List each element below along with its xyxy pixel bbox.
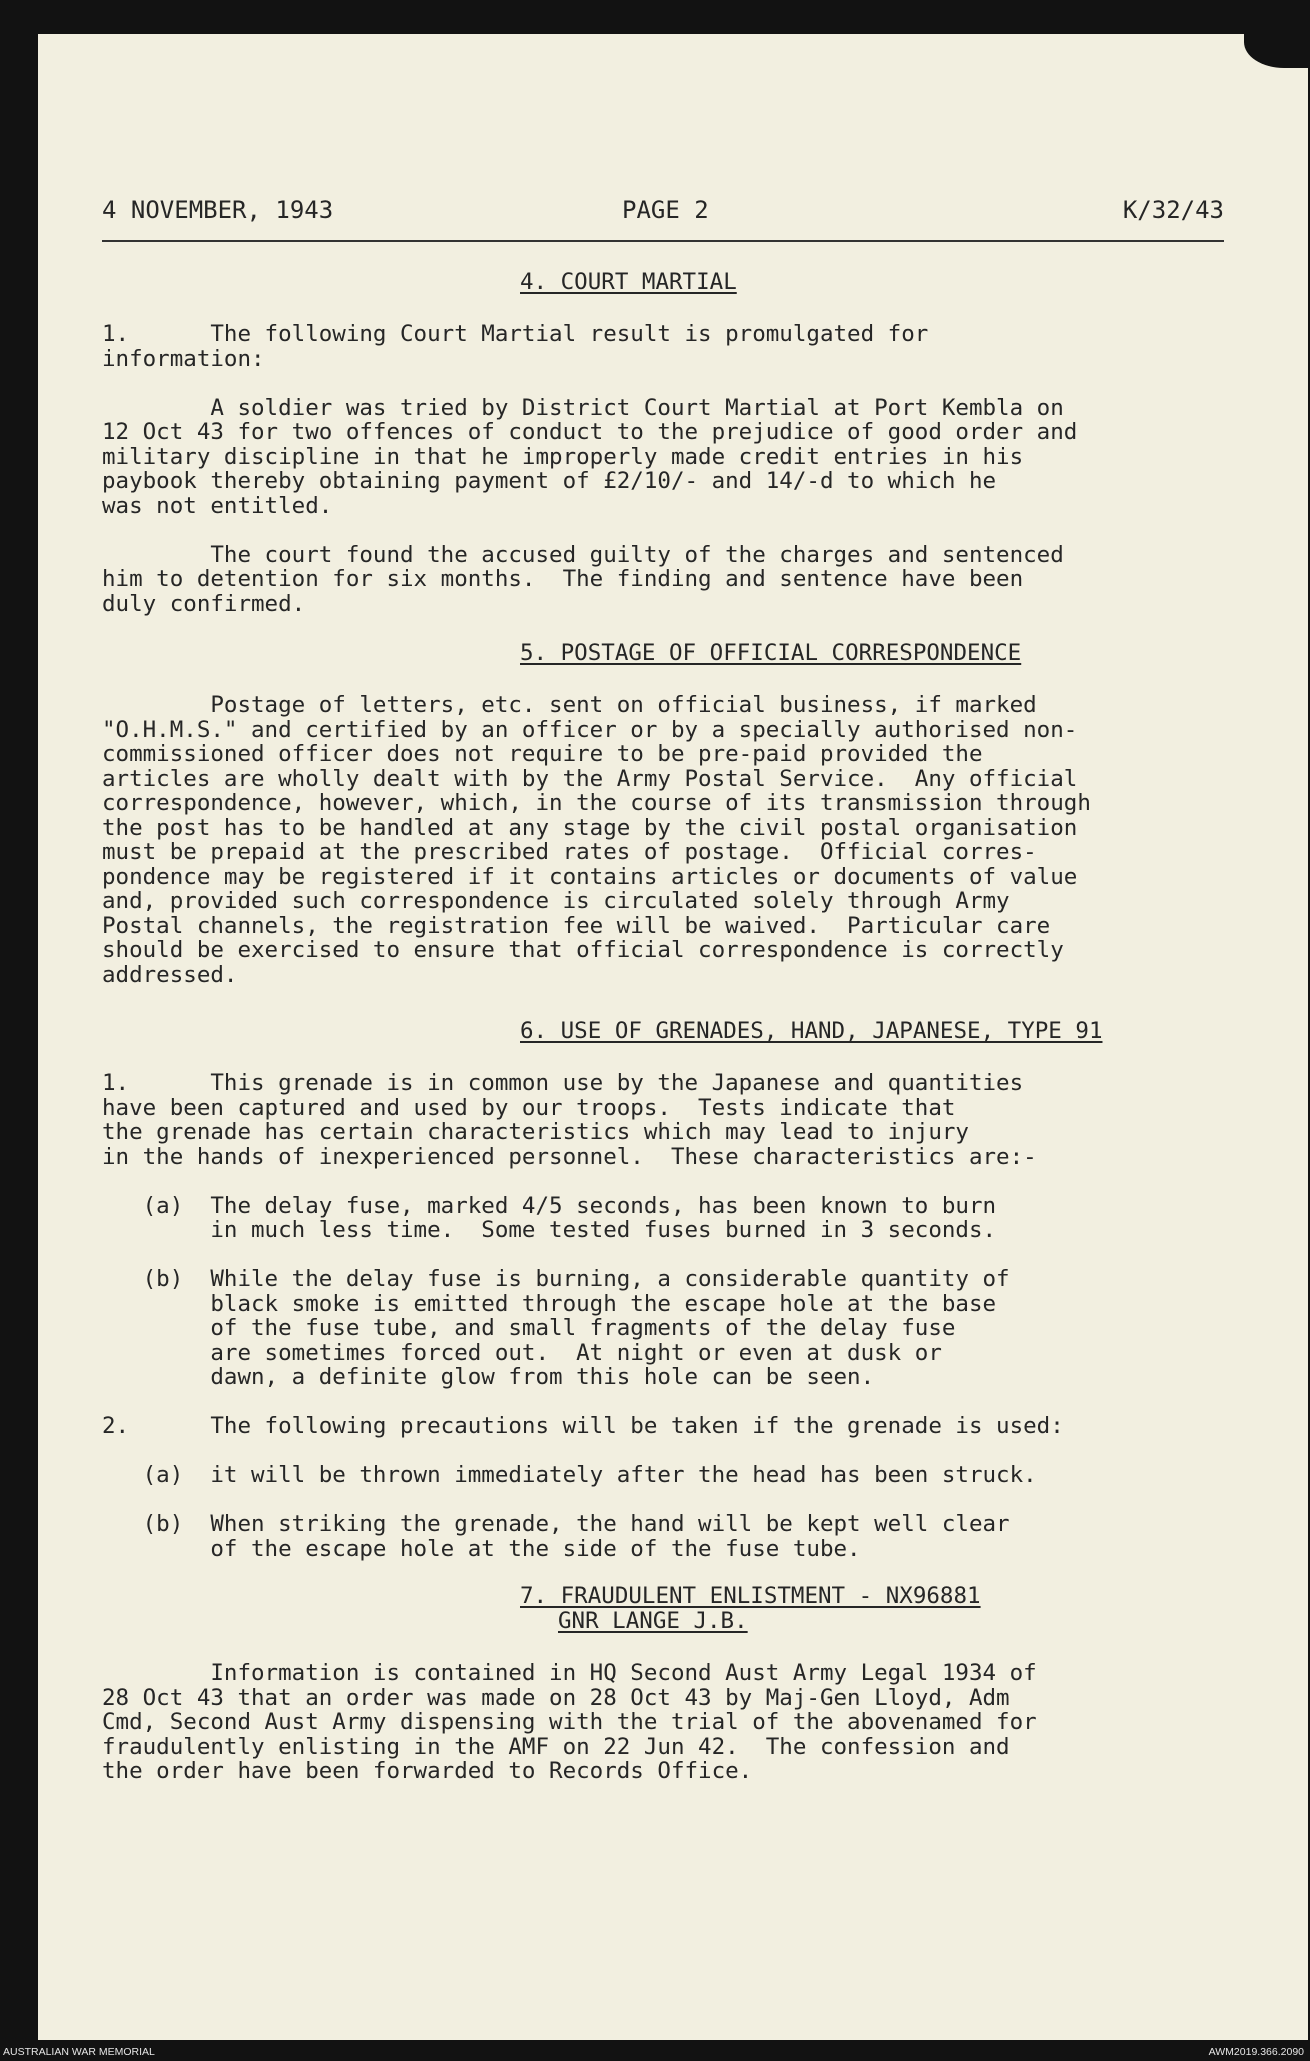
text-line: 12 Oct 43 for two offences of conduct to the prejudice of good order and [102,419,1078,445]
text-line: was not entitled. [102,492,333,519]
text-line [102,1390,1192,1415]
text-line: (a) it will be thrown immediately after the head has been struck. [102,1462,1037,1488]
text-line: correspondence, however, which, in the course of its transmission through [102,790,1091,816]
page-header [102,198,1224,238]
section-enlistment-body [102,1661,1192,1784]
text-line [102,1243,1192,1268]
text-line: the grenade has certain characteristics which may lead to injury [102,1119,969,1145]
text-line: in the hands of inexperienced personnel. These characteristics are:- [102,1143,1037,1170]
header-page-number: PAGE 2 [622,196,709,224]
text-line [102,1488,1192,1513]
section-postage-title: 5. POSTAGE OF OFFICIAL CORRESPONDENCE [520,640,1022,666]
text-line: duly confirmed. [102,590,306,617]
text-line: (b) While the delay fuse is burning, a considerable quantity of [102,1266,1010,1292]
text-line: 2. The following precautions will be taken if the grenade is used: [102,1413,1064,1439]
header-reference: K/32/43 [1122,196,1224,224]
text-line: fraudulently enlisting in the AMF on 22 Jun 42. The confession and [102,1733,1010,1760]
section-postage-body [102,693,1192,987]
text-line: 28 Oct 43 that an order was made on 28 Oct 43 by Maj-Gen Lloyd, Adm [102,1684,1010,1711]
text-line: (b) When striking the grenade, the hand will be kept well clear [102,1511,1010,1537]
text-line: in much less time. Some tested fuses burned in 3 seconds. [102,1217,997,1243]
text-line [102,1439,1192,1464]
text-line: pondence may be registered if it contains articles or documents of value [102,863,1078,890]
text-line: him to detention for six months. The finding and sentence have been [102,566,1024,592]
text-line: have been captured and used by our troops. Tests indicate that [102,1094,956,1121]
text-line: The court found the accused guilty of the charges and sentenced [102,541,1064,568]
text-line: paybook thereby obtaining payment of £2/10/- and 14/-d to which he [102,468,997,494]
header-date: 4 NOVEMBER, 1943 [102,196,334,224]
section-grenades-title: 6. USE OF GRENADES, HAND, JAPANESE, TYPE 91 [520,1018,1103,1044]
section-grenades-body [102,1071,1192,1561]
text-line: addressed. [102,961,238,988]
text-line: Cmd, Second Aust Army dispensing with the trial of the abovenamed for [102,1709,1037,1735]
text-line: military discipline in that he improperly made credit entries in his [102,443,1024,470]
text-line: of the fuse tube, and small fragments of the delay fuse [102,1315,956,1341]
text-line: and, provided such correspondence is circulated solely through Army [102,888,1010,914]
text-line: articles are wholly dealt with by the Army Postal Service. Any official [102,765,1078,792]
header-rule [102,240,1224,242]
text-line: Postal channels, the registration fee will be waived. Particular care [102,912,1051,939]
text-line: 1. The following Court Martial result is promulgated for [102,321,929,347]
text-line: should be exercised to ensure that official correspondence is correctly [102,937,1064,963]
text-line: A soldier was tried by District Court Martial at Port Kembla on [102,394,1064,421]
section-enlistment-title: 7. FRAUDULENT ENLISTMENT - NX96881 [520,1583,981,1609]
text-line: "O.H.M.S." and certified by an officer or by a specially authorised non- [102,716,1078,743]
footer-institution: AUSTRALIAN WAR MEMORIAL [3,2046,155,2058]
text-line: the order have been forwarded to Records Office. [102,1758,753,1784]
torn-corner [1244,34,1308,68]
section-court-martial-body [102,322,1192,616]
text-line: information: [102,345,265,372]
text-line: the post has to be handled at any stage by the civil postal organisation [102,814,1078,841]
text-line: are sometimes forced out. At night or even at dusk or [102,1339,942,1366]
text-line: Postage of letters, etc. sent on official business, if marked [102,692,1037,718]
footer-accession-number: AWM2019.366.2090 [1208,2046,1304,2058]
section-enlistment-subtitle: GNR LANGE J.B. [558,1608,748,1634]
text-line: 1. This grenade is in common use by the Japanese and quantities [102,1070,1024,1096]
text-line: (a) The delay fuse, marked 4/5 seconds, has been known to burn [102,1192,997,1219]
text-line: must be prepaid at the prescribed rates of postage. Official corres- [102,839,1037,865]
text-line [102,371,1192,396]
section-court-martial-title: 4. COURT MARTIAL [520,269,737,295]
text-line: black smoke is emitted through the escape hole at the base [102,1290,997,1317]
text-line [102,518,1192,543]
document-page [38,34,1308,2040]
text-line: commissioned officer does not require to be pre-paid provided the [102,741,983,767]
text-line: dawn, a definite glow from this hole can be seen. [102,1364,875,1390]
text-line: Information is contained in HQ Second Aust Army Legal 1934 of [102,1660,1037,1686]
text-line: of the escape hole at the side of the fuse tube. [102,1535,861,1562]
text-line [102,1169,1192,1194]
